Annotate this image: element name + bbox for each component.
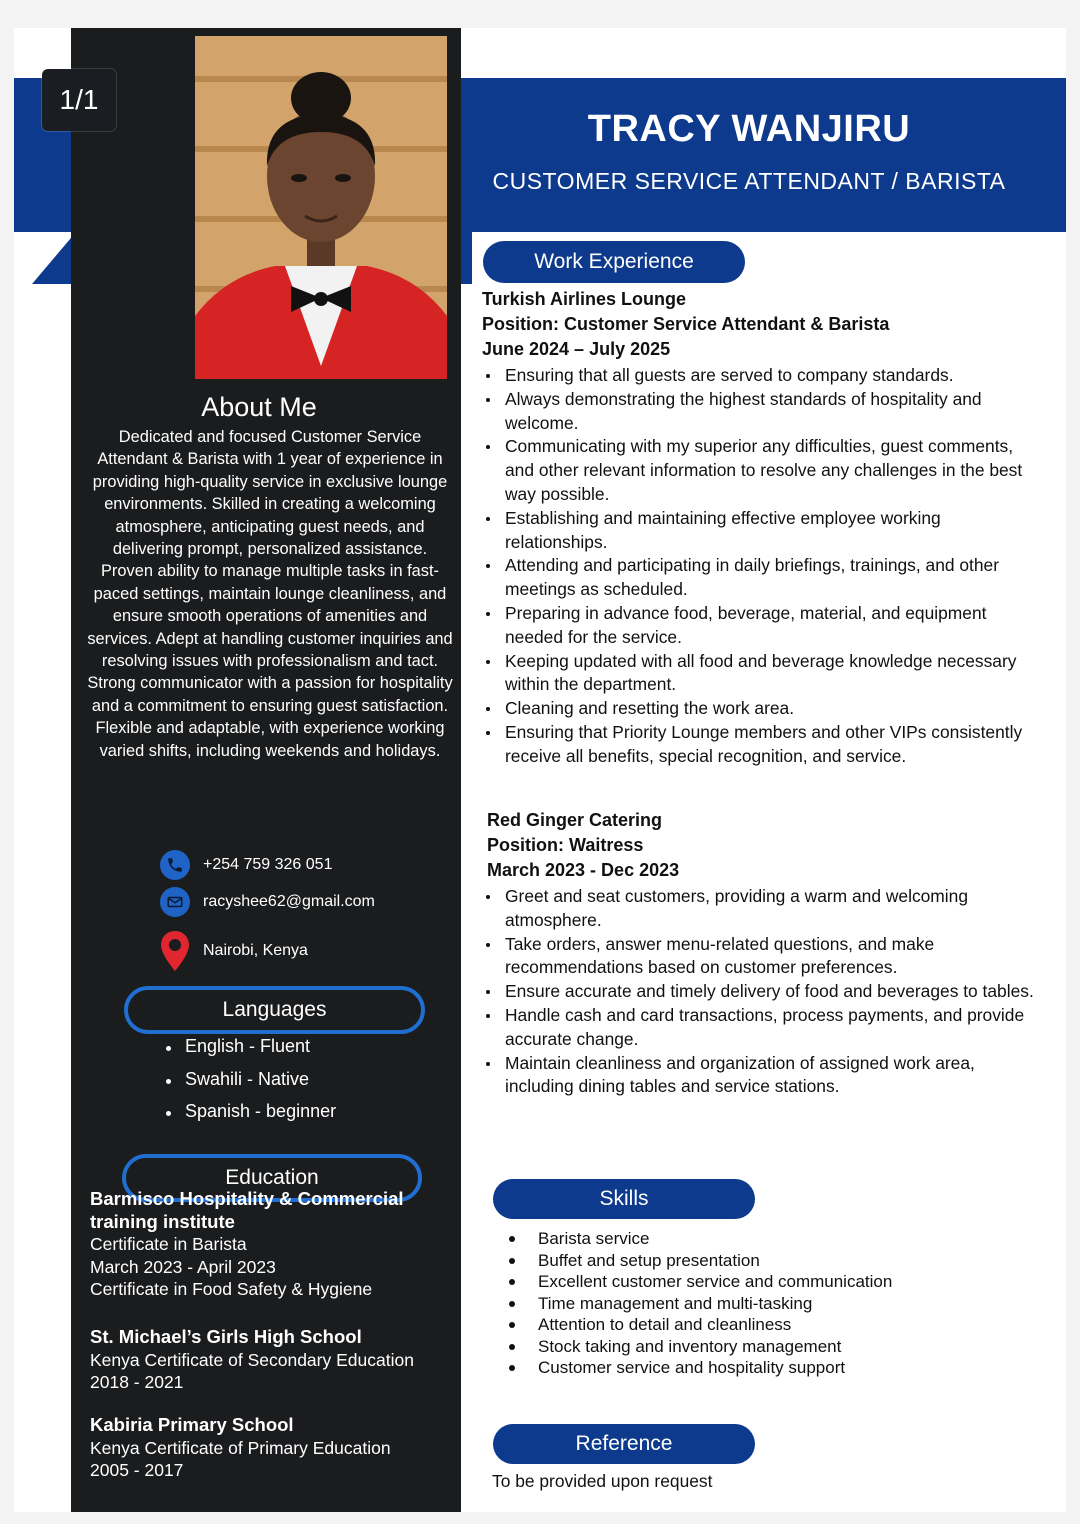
skill-item: Stock taking and inventory management xyxy=(506,1336,892,1358)
job-duty: Cleaning and resetting the work area. xyxy=(482,697,1042,721)
job-duties xyxy=(482,885,1047,1099)
skill-item: Time management and multi-tasking xyxy=(506,1293,892,1315)
email-icon xyxy=(160,887,190,917)
languages-list xyxy=(166,1036,336,1134)
phone-icon xyxy=(160,850,190,880)
job-duty: Greet and seat customers, providing a warm and welcoming atmosphere. xyxy=(482,885,1047,933)
job-position: Position: Customer Service Attendant & Barista xyxy=(482,314,890,334)
page-counter: 1/1 xyxy=(42,69,116,131)
job-duty: Attending and participating in daily briefings, trainings, and other meetings as scheduled. xyxy=(482,554,1042,602)
about-heading: About Me xyxy=(201,392,317,422)
job-duty: Ensure accurate and timely delivery of food and beverages to tables. xyxy=(482,980,1047,1004)
email-address: racyshee62@gmail.com xyxy=(203,893,375,910)
resume-page xyxy=(14,28,1066,1512)
education-detail: Certificate in Barista xyxy=(90,1234,247,1255)
job-company: Turkish Airlines Lounge xyxy=(482,289,687,309)
education-detail: 2018 - 2021 xyxy=(90,1372,184,1393)
job-duty: Maintain cleanliness and organization of assigned work area, including dining tables and service stations. xyxy=(482,1052,1047,1100)
job-dates: June 2024 – July 2025 xyxy=(482,339,671,359)
education-entry xyxy=(90,1414,446,1482)
phone-number: +254 759 326 051 xyxy=(203,856,333,873)
job-duty: Establishing and maintaining effective employee working relationships. xyxy=(482,507,1042,555)
work-experience-heading: Work Experience xyxy=(483,241,745,283)
contact-phone xyxy=(160,850,332,880)
job-duty: Handle cash and card transactions, process payments, and provide accurate change. xyxy=(482,1004,1047,1052)
skill-item: Attention to detail and cleanliness xyxy=(506,1314,892,1336)
job-duty: Always demonstrating the highest standards of hospitality and welcome. xyxy=(482,388,1042,436)
job-duty: Ensuring that all guests are served to company standards. xyxy=(482,364,1042,388)
candidate-title: CUSTOMER SERVICE ATTENDANT / BARISTA xyxy=(492,168,1006,194)
education-detail: 2005 - 2017 xyxy=(90,1460,184,1481)
languages-heading: Languages xyxy=(124,986,425,1034)
job-duty: Preparing in advance food, beverage, material, and equipment needed for the service. xyxy=(482,602,1042,650)
job-duty: Communicating with my superior any difficulties, guest comments, and other relevant information to resolve any challenges in the best way possible. xyxy=(482,435,1042,506)
school-name: St. Michael’s Girls High School xyxy=(90,1326,362,1347)
education-detail: Certificate in Food Safety & Hygiene xyxy=(90,1279,373,1300)
education-heading: Education xyxy=(122,1154,422,1202)
education-entry xyxy=(90,1326,446,1394)
contact-email xyxy=(160,887,375,917)
contact-location xyxy=(160,930,308,972)
skills-list xyxy=(506,1228,892,1379)
job-position: Position: Waitress xyxy=(487,835,644,855)
skill-item: Excellent customer service and communication xyxy=(506,1271,892,1293)
job-entry xyxy=(482,287,1042,769)
job-dates: March 2023 - Dec 2023 xyxy=(487,860,680,880)
about-text: Dedicated and focused Customer Service Attendant & Barista with 1 year of experience in providing high-quality service in exclusive lounge environments. Skilled in creating a welcoming atmosphere, anticipating guest needs, and delivering prompt, personalized assistance. Proven ability to manage multiple tasks in fast-paced settings, maintain lounge cleanliness, and ensure smooth operations of amenities and services. Adept at handling customer inquiries and resolving issues with professionalism and tact. Strong communicator with a passion for hospitality and a commitment to ensuring guest satisfaction. Flexible and adaptable, with experience working varied shifts, including weekends and holidays. xyxy=(87,428,453,760)
job-duty: Keeping updated with all food and beverage knowledge necessary within the department. xyxy=(482,650,1042,698)
reference-text: To be provided upon request xyxy=(492,1471,713,1491)
school-name: Kabiria Primary School xyxy=(90,1414,294,1435)
education-detail: Kenya Certificate of Secondary Education xyxy=(90,1349,414,1370)
location-pin-icon xyxy=(160,930,190,972)
job-company: Red Ginger Catering xyxy=(487,810,663,830)
education-detail: March 2023 - April 2023 xyxy=(90,1256,276,1277)
profile-photo xyxy=(195,36,447,379)
job-duty: Take orders, answer menu-related questions, and make recommendations based on customer preferences. xyxy=(482,933,1047,981)
job-entry xyxy=(487,808,1047,1099)
skills-heading: Skills xyxy=(493,1179,755,1219)
language-item: Swahili - Native xyxy=(166,1069,336,1102)
skill-item: Buffet and setup presentation xyxy=(506,1250,892,1272)
location-text: Nairobi, Kenya xyxy=(203,942,308,959)
job-duties xyxy=(482,364,1042,769)
skill-item: Barista service xyxy=(506,1228,892,1250)
job-duty: Ensuring that Priority Lounge members and other VIPs consistently receive all benefits, special recognition, and service. xyxy=(482,721,1042,769)
candidate-name: TRACY WANJIRU xyxy=(587,108,911,150)
education-entry xyxy=(90,1188,446,1301)
school-name: Barmisco Hospitality & Commercial training institute xyxy=(90,1188,404,1232)
reference-heading: Reference xyxy=(493,1424,755,1464)
education-detail: Kenya Certificate of Primary Education xyxy=(90,1437,391,1458)
language-item: English - Fluent xyxy=(166,1036,336,1069)
skill-item: Customer service and hospitality support xyxy=(506,1357,892,1379)
language-item: Spanish - beginner xyxy=(166,1101,336,1134)
